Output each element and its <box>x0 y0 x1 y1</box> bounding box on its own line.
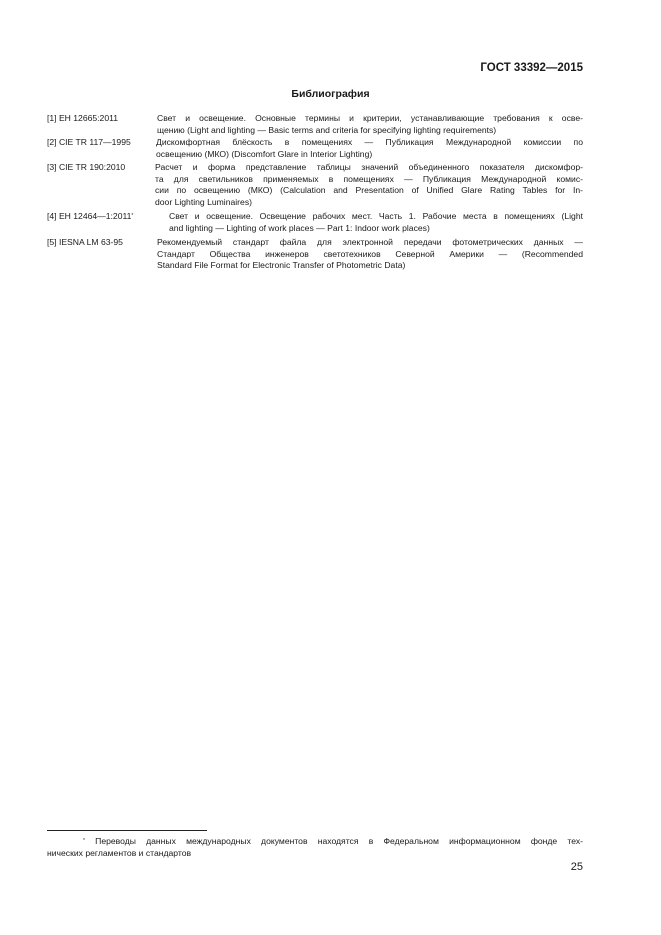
document-id-header: ГОСТ 33392—2015 <box>480 62 583 74</box>
entry-line: та для светильников применяемых в помещениях — Публикация Международной комис- <box>155 173 583 184</box>
entry-line: щению (Light and lighting — Basic terms and criteria for specifying lighting requirements) <box>157 124 497 135</box>
entry-ref <box>47 211 133 223</box>
entry-line: Дискомфортная блёскость в помещениях — Публикация Международной комиссии по <box>156 137 583 147</box>
footnote-marker: * <box>131 213 134 219</box>
entry-line: освещению (МКО) (Discomfort Glare in Interior Lighting) <box>156 148 373 159</box>
entry-line: Расчет и форма представление таблицы значений объединенного показателя дискомфор- <box>155 162 583 172</box>
entry-description <box>157 113 583 136</box>
section-title: Библиография <box>291 88 370 100</box>
footnote-line: нических регламентов и стандартов <box>47 847 192 858</box>
footnote-divider <box>47 830 207 831</box>
footnote-marker: * <box>83 838 85 844</box>
entry-ref-text: [4] ЕН 12464—1:2011 <box>47 211 132 221</box>
entry-description <box>156 137 583 160</box>
entry-ref: [2] CIE TR 117—1995 <box>47 137 131 147</box>
page-number: 25 <box>570 861 583 873</box>
footnote <box>47 836 583 859</box>
entry-line: сии по освещению (МКО) (Calculation and Presentation of Unified Glare Rating Tables for In- <box>155 185 583 196</box>
footnote-text: Переводы данных международных документов находятся в Федеральном информационном фонде тех- <box>95 836 583 846</box>
entry-description <box>157 237 583 272</box>
entry-line: Свет и освещение. Освещение рабочих мест. Часть 1. Рабочие места в помещениях (Light <box>169 211 583 221</box>
entry-ref: [1] ЕН 12665:2011 <box>47 113 119 123</box>
entry-description <box>155 162 583 208</box>
entry-line: door Lighting Luminaires) <box>155 196 252 207</box>
entry-line: Стандарт Общества инженеров светотехников Северной Америки — (Recommended <box>157 248 583 259</box>
footnote-line <box>47 836 583 848</box>
entry-line: Рекомендуемый стандарт файла для электронной передачи фотометрических данных — <box>157 237 583 247</box>
entry-line: Standard File Format for Electronic Transfer of Photometric Data) <box>157 260 406 271</box>
entry-line: Свет и освещение. Основные термины и критерии, устанавливающие требования к осве- <box>157 113 583 123</box>
entry-ref: [3] CIE TR 190:2010 <box>47 162 126 172</box>
entry-line: and lighting — Lighting of work places — Part 1: Indoor work places) <box>169 222 430 233</box>
entry-ref: [5] IESNA LM 63-95 <box>47 237 123 247</box>
entry-description <box>169 211 583 234</box>
